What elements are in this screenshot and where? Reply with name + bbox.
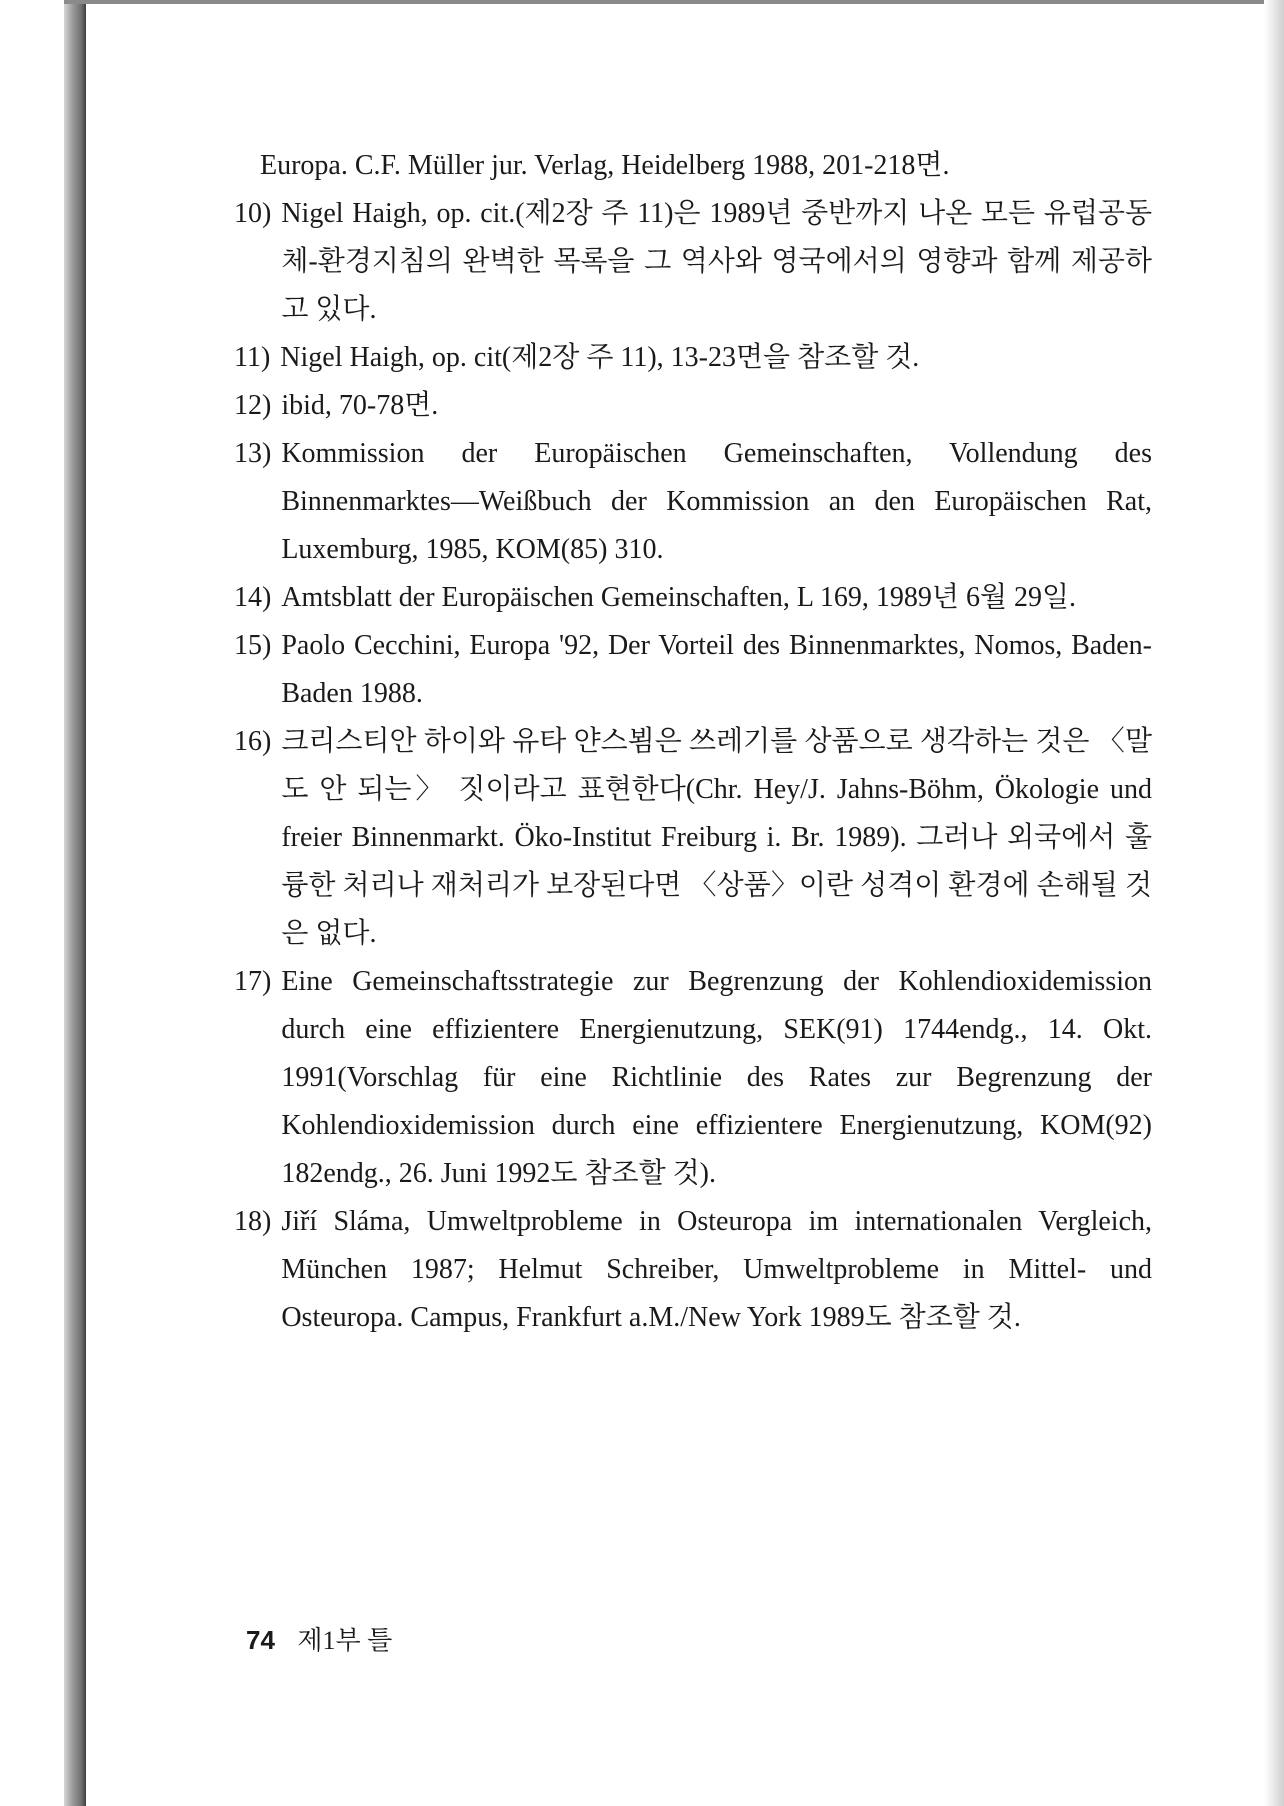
running-title: 제1부 틀 [297,1626,393,1655]
note-18 [234,1198,1152,1342]
note-number: 18) [234,1206,272,1237]
note-text: Nigel Haigh, op. cit.(제2장 주 11)은 1989년 중반까지 나온 모든 유럽공동체-환경지침의 완벽한 목록을 그 역사와 영국에서의 영향과 함께 제공하고 있다. [281,198,1152,325]
note-text: Eine Gemeinschaftsstrategie zur Begrenzung der Kohlendioxidemission durch eine effizientere Energienutzung, SEK(91) 1744endg., 14. Okt. 1991(Vorschlag für eine Richtlinie des Rates zur Begrenzung der Kohlendioxidemission durch eine effizientere Energienutzung, KOM(92) 182endg., 26. Juni 1992도 참조할 것). [281,966,1152,1189]
note-number: 15) [234,630,272,661]
note-number: 11) [234,342,271,373]
page-number: 74 [246,1625,275,1655]
note-15 [234,622,1152,718]
note-text: Nigel Haigh, op. cit(제2장 주 11), 13-23면을 참조할 것. [280,342,920,373]
note-text: ibid, 70-78면. [281,390,439,421]
note-number: 10) [234,198,272,229]
note-number: 16) [234,726,272,757]
note-number: 17) [234,966,272,997]
note-number: 14) [234,582,272,613]
note-continuation-text: Europa. C.F. Müller jur. Verlag, Heidelberg 1988, 201-218면. [260,150,950,181]
note-number: 12) [234,390,272,421]
note-text: Amtsblatt der Europäischen Gemeinschaften, L 169, 1989년 6월 29일. [281,582,1077,613]
note-16 [234,718,1152,958]
page-footer [246,1620,392,1657]
note-text: Kommission der Europäischen Gemeinschaften, Vollendung des Binnenmarktes—Weißbuch der Kommission an den Europäischen Rat, Luxemburg, 1985, KOM(85) 310. [281,438,1152,565]
endnotes-list [234,142,1152,1342]
note-text: Paolo Cecchini, Europa '92, Der Vorteil des Binnenmarktes, Nomos, Baden-Baden 1988. [281,630,1152,709]
book-left-edge [64,0,86,1806]
note-12 [234,382,1152,430]
note-14 [234,574,1152,622]
note-text: Jiří Sláma, Umweltprobleme in Osteuropa im internationalen Vergleich, München 1987; Helmut Schreiber, Umweltprobleme in Mittel- und Osteuropa. Campus, Frankfurt a.M./New York 1989도 참조할 것. [281,1206,1152,1333]
note-10 [234,190,1152,334]
note-11 [234,334,1152,382]
book-right-edge [1264,0,1284,1806]
note-17 [234,958,1152,1198]
note-continuation [234,142,1152,190]
note-number: 13) [234,438,272,469]
note-text: 크리스티안 하이와 유타 얀스뵘은 쓰레기를 상품으로 생각하는 것은 〈말도 안 되는〉 짓이라고 표현한다(Chr. Hey/J. Jahns-Böhm, Ökologie und freier Binnenmarkt. Öko-Institut Freiburg i. Br. 1989). 그러나 외국에서 훌륭한 처리나 재처리가 보장된다면 〈상품〉이란 성격이 환경에 손해될 것은 없다. [281,726,1152,949]
note-13 [234,430,1152,574]
